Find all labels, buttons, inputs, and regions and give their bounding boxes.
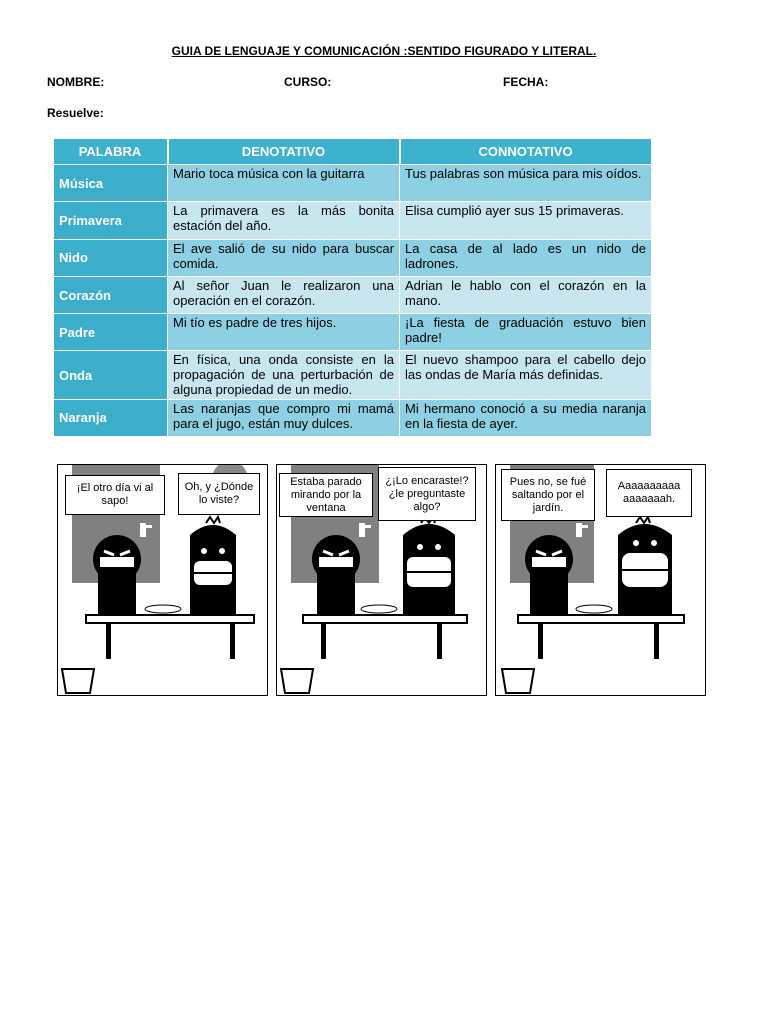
denotativo-cell: Mi tío es padre de tres hijos. [168,314,400,351]
curso-label: CURSO: [284,75,332,89]
connotativo-cell: La casa de al lado es un nido de ladrones. [400,239,652,276]
comic-panel-1 [57,464,268,696]
comic-panel-3 [495,464,706,696]
table-row [54,202,652,239]
instruction-text: Resuelve: [47,106,104,120]
header-denotativo: DENOTATIVO [168,139,400,165]
table-row [54,314,652,351]
connotativo-cell: Adrian le hablo con el corazón en la mano. [400,276,652,313]
connotativo-cell: Elisa cumplió ayer sus 15 primaveras. [400,202,652,239]
speech-bubble-right: Aaaaaaaaaa aaaaaaah. [606,469,692,517]
speech-bubble-left: ¡El otro día vi al sapo! [65,475,165,515]
table-row [54,351,652,399]
word-cell: Nido [54,239,168,276]
header-palabra: PALABRA [54,139,168,165]
word-cell: Primavera [54,202,168,239]
connotativo-cell: Mi hermano conoció a su media naranja en la fiesta de ayer. [400,399,652,436]
table-row [54,399,652,436]
word-cell: Naranja [54,399,168,436]
word-meaning-table [53,139,653,437]
speech-bubble-right: Oh, y ¿Dónde lo viste? [178,473,260,515]
connotativo-cell: Tus palabras son música para mis oídos. [400,165,652,202]
speech-bubble-left: Pues no, se fué saltando por el jardín. [501,469,595,521]
denotativo-cell: La primavera es la más bonita estación del año. [168,202,400,239]
speech-bubble-right: ¿¡Lo encaraste!?¿le preguntaste algo? [378,467,476,521]
table-row [54,165,652,202]
word-cell: Onda [54,351,168,399]
denotativo-cell: Las naranjas que compro mi mamá para el jugo, están muy dulces. [168,399,400,436]
word-cell: Padre [54,314,168,351]
fecha-label: FECHA: [503,75,549,89]
denotativo-cell: En física, una onda consiste en la propagación de una perturbación de alguna propiedad de un medio. [168,351,400,399]
page-title: GUIA DE LENGUAJE Y COMUNICACIÓN :SENTIDO FIGURADO Y LITERAL. [171,44,597,58]
nombre-label: NOMBRE: [47,75,105,89]
connotativo-cell: ¡La fiesta de graduación estuvo bien padre! [400,314,652,351]
denotativo-cell: Al señor Juan le realizaron una operación en el corazón. [168,276,400,313]
word-cell: Música [54,165,168,202]
header-connotativo: CONNOTATIVO [400,139,652,165]
denotativo-cell: El ave salió de su nido para buscar comida. [168,239,400,276]
table-row [54,276,652,313]
table-row [54,239,652,276]
denotativo-cell: Mario toca música con la guitarra [168,165,400,202]
connotativo-cell: El nuevo shampoo para el cabello dejo las ondas de María más definidas. [400,351,652,399]
speech-bubble-left: Estaba parado mirando por la ventana [279,473,373,517]
word-cell: Corazón [54,276,168,313]
table-header-row [54,139,652,165]
comic-panel-2 [276,464,487,696]
